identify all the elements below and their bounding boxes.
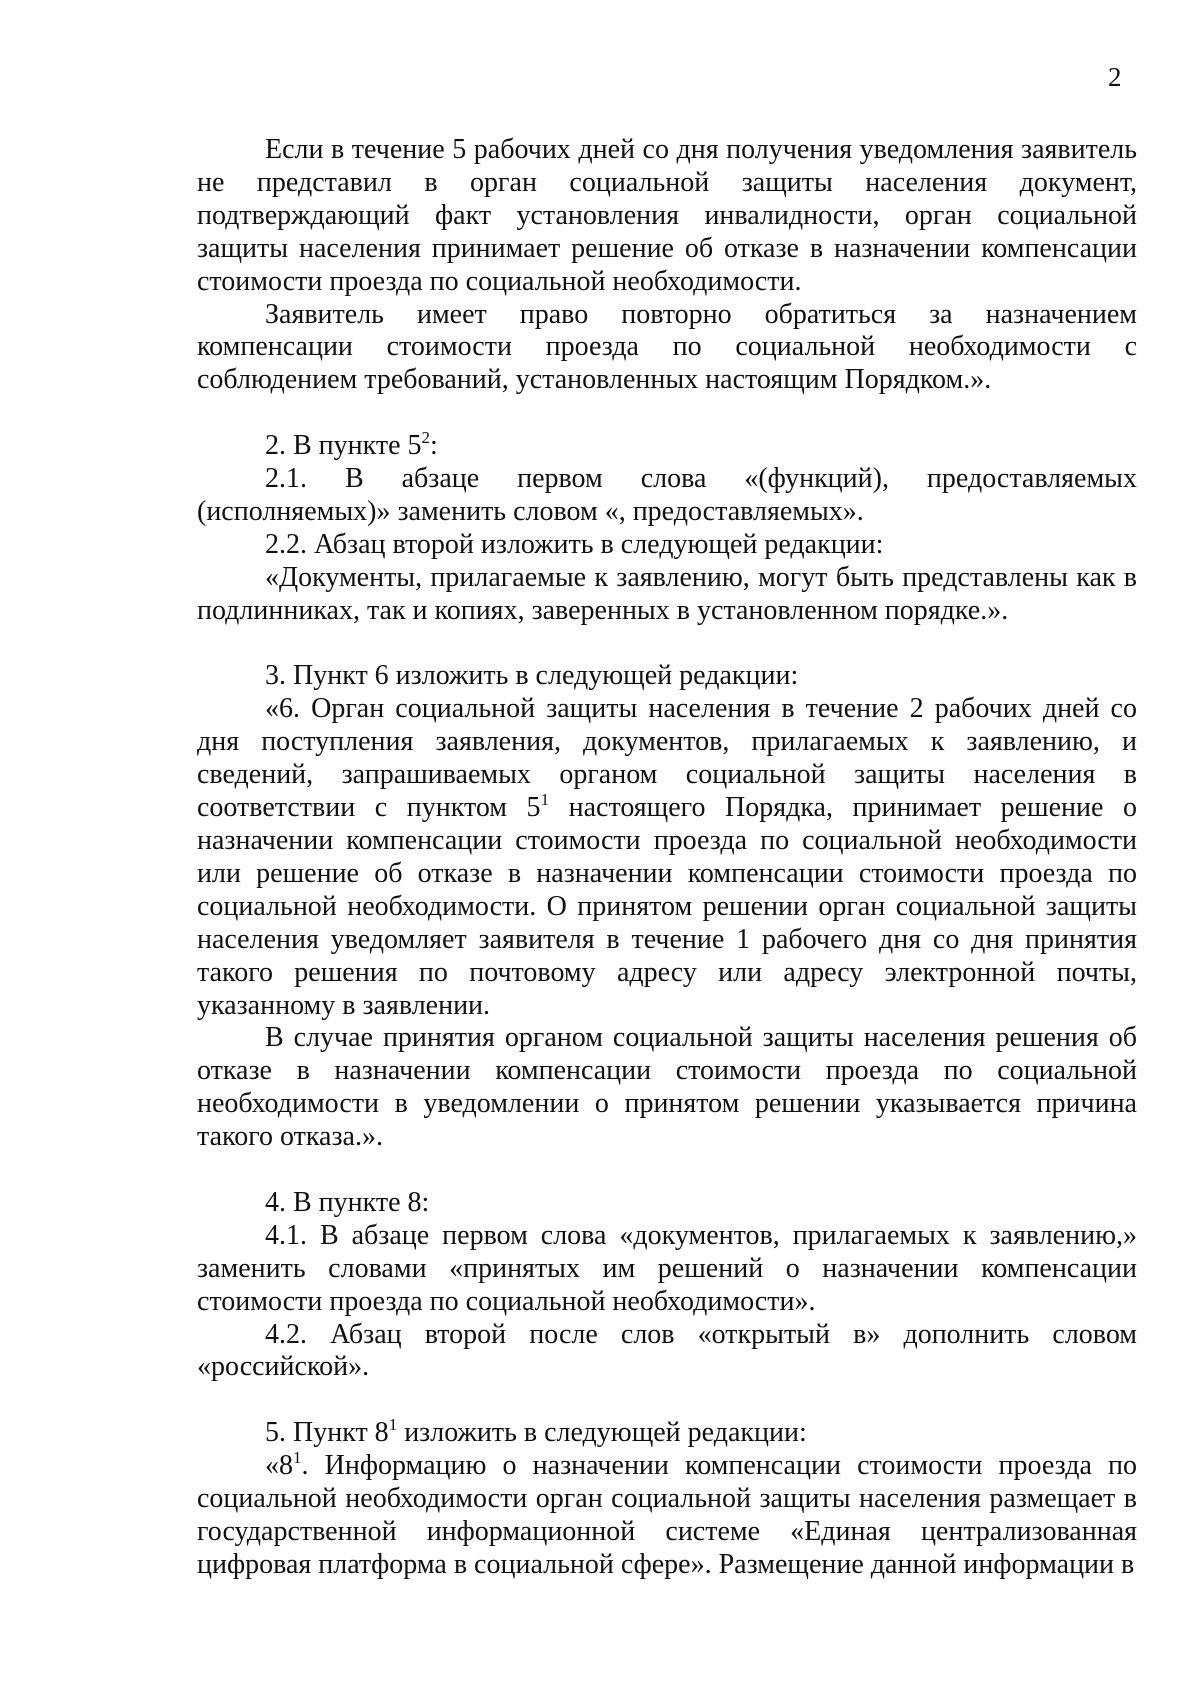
item-2-2-quote: «Документы, прилагаемые к заявлению, могут быть представлены как в подлинниках, так и копиях, заверенных в установленном порядке.».: [197, 561, 1137, 626]
item-4-heading: 4. В пункте 8:: [265, 1186, 430, 1218]
superscript: 2: [421, 428, 431, 448]
section-gap: [197, 628, 1137, 661]
item-4-1: 4.1. В абзаце первом слова «документов, прилагаемых к заявлению,» заменить словами «принятых им решений о назначении компенсации стоимости проезда по социальной необходимости».: [197, 1219, 1137, 1317]
item-5-heading: 5. Пункт $8^1$ изложить в следующей редакции:: [265, 1415, 807, 1449]
superscript: 1: [540, 790, 550, 810]
section-gap: [197, 1384, 1137, 1417]
item-3-quote: «6. Орган социальной защиты населения в течение 2 рабочих дней со дня поступления заявления, документов, прилагаемых к заявлению, и сведений, запрашиваемых органом социальной защиты населения в соответствии с пунктом $5^1$ настоящего Порядка, принимает решение о назначении компенсации стоимости проезда по социальной необходимости или решение об отказе в назначении компенсации стоимости проезда по социальной необходимости. О принятом решении орган социальной защиты населения уведомляет заявителя в течение 1 рабочего дня со дня принятия такого решения по почтовому адресу или адресу электронной почты, указанному в заявлении.: [197, 693, 1137, 1021]
item-3-quote-refusal: В случае принятия органом социальной защиты населения решения об отказе в назначении компенсации стоимости проезда по социальной необходимости в уведомлении о принятом решении указывается причина такого отказа.».: [197, 1022, 1137, 1153]
item-5-quote: «$8^1$. Информацию о назначении компенсации стоимости проезда по социальной необходимости орган социальной защиты населения размещает в государственной информационной системе «Единая централизованная цифровая платформа в социальной сфере». Размещение данной информации в: [197, 1448, 1137, 1580]
section-gap: [197, 397, 1137, 430]
item-2-1: 2.1. В абзаце первом слова «(функций), предоставляемых (исполняемых)» заменить словом «, предоставляемых».: [197, 463, 1137, 527]
document-body: [197, 134, 1137, 1582]
item-3-heading: 3. Пункт 6 изложить в следующей редакции:: [265, 660, 799, 692]
superscript: 1: [388, 1415, 398, 1435]
paragraph-notice-deadline: Если в течение 5 рабочих дней со дня получения уведомления заявитель не представил в орган социальной защиты населения документ, подтверждающий факт установления инвалидности, орган социальной защиты населения принимает решение об отказе в назначении компенсации стоимости проезда по социальной необходимости.: [197, 134, 1137, 297]
superscript: 1: [293, 1448, 302, 1468]
item-2-heading: 2. В пункте $5^2$:: [265, 428, 438, 462]
paragraph-reapply-right: Заявитель имеет право повторно обратиться за назначением компенсации стоимости проезда по социальной необходимости с соблюдением требований, установленных настоящим Порядком.».: [197, 298, 1137, 396]
page-number: 2: [1108, 62, 1122, 92]
item-4-2: 4.2. Абзац второй после слов «открытый в» дополнить словом «российской».: [197, 1318, 1137, 1383]
item-2-2: 2.2. Абзац второй изложить в следующей редакции:: [265, 528, 884, 560]
section-gap: [197, 1154, 1137, 1187]
